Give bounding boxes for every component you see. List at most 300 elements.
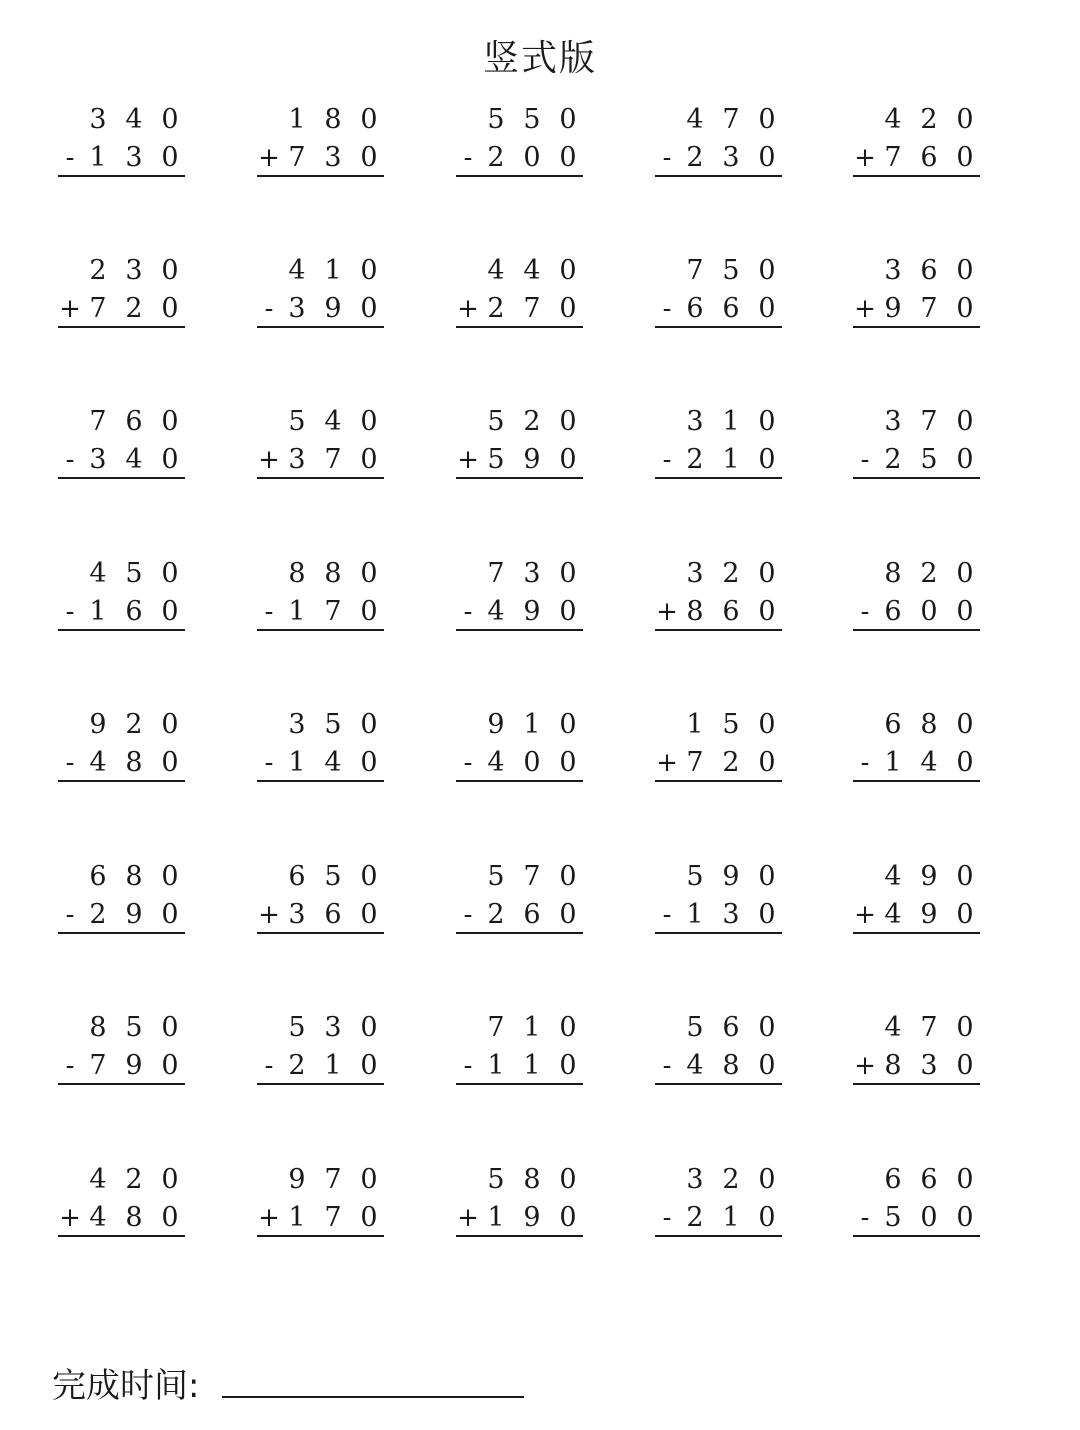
answer-line [257, 326, 384, 328]
minuend-digit: 0 [559, 861, 577, 892]
problem [257, 104, 387, 184]
addend-digit: 4 [487, 596, 505, 627]
answer-line [853, 780, 980, 782]
minuend-digit: 0 [161, 406, 179, 437]
problem [853, 406, 983, 486]
addend-digit: 4 [487, 747, 505, 778]
answer-line [853, 175, 980, 177]
minuend-digit: 0 [360, 558, 378, 589]
minuend-digit: 0 [956, 861, 974, 892]
addend-digit: 0 [161, 596, 179, 627]
addend-digit: 2 [288, 1050, 306, 1081]
addend-digit: 4 [884, 899, 902, 930]
minuend-digit: 0 [360, 104, 378, 135]
page-title: 竖式版 [482, 38, 597, 79]
addend-digit: 6 [686, 293, 704, 324]
addend-digit: 4 [89, 1202, 107, 1233]
problem [456, 406, 586, 486]
minuend-digit: 0 [161, 255, 179, 286]
answer-line [456, 629, 583, 631]
minuend-digit: 0 [956, 709, 974, 740]
addend-digit: 9 [523, 596, 541, 627]
addend-digit: 1 [884, 747, 902, 778]
minuend-digit: 0 [758, 406, 776, 437]
addend-digit: 3 [288, 444, 306, 475]
answer-line [58, 629, 185, 631]
operator-sign: - [65, 445, 75, 475]
minuend-digit: 4 [89, 558, 107, 589]
addend-digit: 0 [758, 899, 776, 930]
operator-sign: + [258, 445, 280, 475]
addend-digit: 9 [920, 899, 938, 930]
addend-digit: 5 [920, 444, 938, 475]
minuend-digit: 0 [559, 406, 577, 437]
minuend-digit: 0 [360, 1012, 378, 1043]
minuend-digit: 3 [89, 104, 107, 135]
addend-digit: 8 [722, 1050, 740, 1081]
operator-sign: + [258, 900, 280, 930]
addend-digit: 3 [288, 899, 306, 930]
addend-digit: 3 [288, 293, 306, 324]
minuend-digit: 5 [487, 1164, 505, 1195]
minuend-digit: 0 [161, 1012, 179, 1043]
operator-sign: - [65, 597, 75, 627]
addend-digit: 1 [288, 747, 306, 778]
answer-line [655, 780, 782, 782]
minuend-digit: 0 [758, 861, 776, 892]
addend-digit: 0 [956, 747, 974, 778]
minuend-digit: 1 [722, 406, 740, 437]
minuend-digit: 6 [884, 1164, 902, 1195]
operator-sign: + [457, 1203, 479, 1233]
minuend-digit: 9 [288, 1164, 306, 1195]
minuend-digit: 8 [288, 558, 306, 589]
minuend-digit: 1 [288, 104, 306, 135]
operator-sign: + [854, 1051, 876, 1081]
addend-digit: 7 [89, 293, 107, 324]
operator-sign: - [463, 748, 473, 778]
minuend-digit: 6 [722, 1012, 740, 1043]
addend-digit: 1 [523, 1050, 541, 1081]
operator-sign: - [264, 748, 274, 778]
problem [58, 709, 188, 789]
operator-sign: + [59, 294, 81, 324]
problem [853, 1164, 983, 1244]
addend-digit: 3 [89, 444, 107, 475]
problem [456, 255, 586, 335]
minuend-digit: 7 [487, 558, 505, 589]
addend-digit: 0 [920, 1202, 938, 1233]
addend-digit: 2 [686, 444, 704, 475]
minuend-digit: 5 [722, 255, 740, 286]
answer-line [257, 932, 384, 934]
addend-digit: 8 [884, 1050, 902, 1081]
operator-sign: - [264, 1051, 274, 1081]
minuend-digit: 8 [920, 709, 938, 740]
addend-digit: 4 [324, 747, 342, 778]
addend-digit: 0 [360, 1202, 378, 1233]
minuend-digit: 4 [686, 104, 704, 135]
problem [853, 255, 983, 335]
problem [58, 1012, 188, 1092]
answer-line [456, 326, 583, 328]
minuend-digit: 0 [758, 1012, 776, 1043]
minuend-digit: 7 [487, 1012, 505, 1043]
addend-digit: 0 [956, 293, 974, 324]
addend-digit: 8 [125, 747, 143, 778]
operator-sign: - [65, 900, 75, 930]
minuend-digit: 4 [884, 104, 902, 135]
minuend-digit: 0 [758, 1164, 776, 1195]
minuend-digit: 3 [288, 709, 306, 740]
minuend-digit: 5 [523, 104, 541, 135]
operator-sign: + [258, 143, 280, 173]
minuend-digit: 5 [686, 861, 704, 892]
problem [655, 255, 785, 335]
problem [456, 1164, 586, 1244]
addend-digit: 1 [487, 1050, 505, 1081]
addend-digit: 2 [686, 142, 704, 173]
operator-sign: - [65, 1051, 75, 1081]
problem [853, 558, 983, 638]
addend-digit: 0 [758, 1202, 776, 1233]
minuend-digit: 0 [161, 861, 179, 892]
addend-digit: 0 [360, 1050, 378, 1081]
minuend-digit: 0 [360, 406, 378, 437]
operator-sign: - [860, 597, 870, 627]
minuend-digit: 0 [956, 255, 974, 286]
minuend-digit: 0 [758, 709, 776, 740]
minuend-digit: 9 [487, 709, 505, 740]
minuend-digit: 0 [360, 1164, 378, 1195]
answer-line [58, 175, 185, 177]
minuend-digit: 2 [722, 558, 740, 589]
problem [456, 1012, 586, 1092]
minuend-digit: 3 [686, 1164, 704, 1195]
addend-digit: 4 [686, 1050, 704, 1081]
problem [58, 558, 188, 638]
addend-digit: 6 [920, 142, 938, 173]
addend-digit: 1 [324, 1050, 342, 1081]
addend-digit: 7 [920, 293, 938, 324]
minuend-digit: 3 [125, 255, 143, 286]
problem [456, 558, 586, 638]
addend-digit: 6 [722, 596, 740, 627]
minuend-digit: 5 [324, 709, 342, 740]
minuend-digit: 6 [920, 255, 938, 286]
addend-digit: 0 [956, 1202, 974, 1233]
addend-digit: 1 [89, 596, 107, 627]
addend-digit: 0 [956, 142, 974, 173]
addend-digit: 3 [125, 142, 143, 173]
addend-digit: 0 [559, 142, 577, 173]
answer-line [257, 175, 384, 177]
minuend-digit: 4 [884, 1012, 902, 1043]
addend-digit: 2 [686, 1202, 704, 1233]
answer-line [655, 1235, 782, 1237]
minuend-digit: 9 [722, 861, 740, 892]
answer-line [655, 175, 782, 177]
minuend-digit: 5 [487, 406, 505, 437]
operator-sign: - [264, 294, 274, 324]
minuend-digit: 3 [324, 1012, 342, 1043]
minuend-digit: 5 [288, 406, 306, 437]
addend-digit: 8 [686, 596, 704, 627]
answer-line [853, 477, 980, 479]
minuend-digit: 5 [125, 1012, 143, 1043]
addend-digit: 0 [559, 899, 577, 930]
addend-digit: 1 [722, 444, 740, 475]
answer-line [456, 477, 583, 479]
addend-digit: 1 [722, 1202, 740, 1233]
addend-digit: 0 [559, 1050, 577, 1081]
answer-line [456, 932, 583, 934]
addend-digit: 0 [360, 899, 378, 930]
answer-line [58, 1083, 185, 1085]
minuend-digit: 6 [125, 406, 143, 437]
problem [257, 709, 387, 789]
minuend-digit: 4 [884, 861, 902, 892]
minuend-digit: 1 [523, 709, 541, 740]
addend-digit: 1 [89, 142, 107, 173]
minuend-digit: 0 [559, 558, 577, 589]
minuend-digit: 0 [360, 255, 378, 286]
answer-line [257, 1235, 384, 1237]
addend-digit: 1 [288, 596, 306, 627]
minuend-digit: 7 [523, 861, 541, 892]
operator-sign: - [860, 748, 870, 778]
addend-digit: 0 [758, 142, 776, 173]
minuend-digit: 0 [559, 709, 577, 740]
answer-line [58, 477, 185, 479]
addend-digit: 0 [161, 444, 179, 475]
problem [257, 406, 387, 486]
addend-digit: 0 [360, 293, 378, 324]
problem [655, 1012, 785, 1092]
minuend-digit: 9 [920, 861, 938, 892]
addend-digit: 1 [288, 1202, 306, 1233]
minuend-digit: 5 [288, 1012, 306, 1043]
minuend-digit: 4 [487, 255, 505, 286]
operator-sign: - [463, 900, 473, 930]
answer-line [257, 477, 384, 479]
minuend-digit: 0 [956, 104, 974, 135]
addend-digit: 2 [487, 899, 505, 930]
minuend-digit: 7 [920, 406, 938, 437]
addend-digit: 9 [523, 1202, 541, 1233]
addend-digit: 9 [324, 293, 342, 324]
addend-digit: 2 [487, 293, 505, 324]
minuend-digit: 7 [324, 1164, 342, 1195]
problem [456, 709, 586, 789]
minuend-digit: 0 [956, 1012, 974, 1043]
answer-line [456, 1083, 583, 1085]
addend-digit: 2 [487, 142, 505, 173]
addend-digit: 0 [161, 1050, 179, 1081]
completion-time-label: 完成时间: [52, 1366, 200, 1406]
addend-digit: 0 [161, 747, 179, 778]
addend-digit: 4 [89, 747, 107, 778]
answer-line [58, 1235, 185, 1237]
addend-digit: 0 [758, 293, 776, 324]
minuend-digit: 9 [89, 709, 107, 740]
answer-line [58, 780, 185, 782]
problem [655, 861, 785, 941]
addend-digit: 6 [722, 293, 740, 324]
problem [853, 709, 983, 789]
minuend-digit: 3 [523, 558, 541, 589]
minuend-digit: 8 [523, 1164, 541, 1195]
problem [58, 861, 188, 941]
addend-digit: 7 [324, 1202, 342, 1233]
minuend-digit: 4 [288, 255, 306, 286]
minuend-digit: 5 [324, 861, 342, 892]
minuend-digit: 4 [324, 406, 342, 437]
minuend-digit: 4 [125, 104, 143, 135]
addend-digit: 0 [559, 293, 577, 324]
addend-digit: 6 [884, 596, 902, 627]
minuend-digit: 1 [523, 1012, 541, 1043]
minuend-digit: 4 [523, 255, 541, 286]
addend-digit: 2 [884, 444, 902, 475]
addend-digit: 0 [559, 1202, 577, 1233]
minuend-digit: 0 [559, 255, 577, 286]
addend-digit: 3 [722, 899, 740, 930]
operator-sign: - [463, 143, 473, 173]
minuend-digit: 5 [125, 558, 143, 589]
operator-sign: + [656, 597, 678, 627]
addend-digit: 9 [125, 1050, 143, 1081]
addend-digit: 0 [758, 747, 776, 778]
problem [58, 1164, 188, 1244]
minuend-digit: 3 [686, 406, 704, 437]
addend-digit: 7 [89, 1050, 107, 1081]
completion-time-blank[interactable] [222, 1396, 524, 1398]
addend-digit: 1 [487, 1202, 505, 1233]
minuend-digit: 2 [125, 709, 143, 740]
minuend-digit: 3 [686, 558, 704, 589]
answer-line [655, 932, 782, 934]
operator-sign: - [662, 1203, 672, 1233]
minuend-digit: 2 [125, 1164, 143, 1195]
addend-digit: 9 [125, 899, 143, 930]
minuend-digit: 0 [956, 406, 974, 437]
addend-digit: 7 [288, 142, 306, 173]
addend-digit: 1 [686, 899, 704, 930]
addend-digit: 0 [360, 747, 378, 778]
problem [456, 104, 586, 184]
answer-line [655, 629, 782, 631]
addend-digit: 8 [125, 1202, 143, 1233]
operator-sign: + [457, 445, 479, 475]
addend-digit: 7 [324, 596, 342, 627]
answer-line [853, 629, 980, 631]
operator-sign: - [860, 1203, 870, 1233]
minuend-digit: 0 [559, 1164, 577, 1195]
minuend-digit: 7 [89, 406, 107, 437]
addend-digit: 0 [161, 293, 179, 324]
addend-digit: 9 [884, 293, 902, 324]
problem [257, 861, 387, 941]
operator-sign: - [662, 445, 672, 475]
answer-line [456, 780, 583, 782]
minuend-digit: 0 [956, 558, 974, 589]
answer-line [257, 780, 384, 782]
addend-digit: 0 [559, 444, 577, 475]
minuend-digit: 0 [559, 104, 577, 135]
addend-digit: 2 [89, 899, 107, 930]
answer-line [58, 932, 185, 934]
minuend-digit: 0 [758, 104, 776, 135]
minuend-digit: 5 [487, 861, 505, 892]
operator-sign: + [457, 294, 479, 324]
problem [58, 104, 188, 184]
problem [58, 406, 188, 486]
answer-line [853, 326, 980, 328]
problem [257, 255, 387, 335]
operator-sign: + [656, 748, 678, 778]
addend-digit: 0 [758, 444, 776, 475]
problem [853, 104, 983, 184]
minuend-digit: 1 [686, 709, 704, 740]
addend-digit: 6 [125, 596, 143, 627]
minuend-digit: 7 [920, 1012, 938, 1043]
minuend-digit: 0 [360, 709, 378, 740]
answer-line [853, 932, 980, 934]
addend-digit: 0 [920, 596, 938, 627]
operator-sign: + [854, 900, 876, 930]
problem [655, 709, 785, 789]
addend-digit: 9 [523, 444, 541, 475]
minuend-digit: 2 [920, 558, 938, 589]
minuend-digit: 8 [324, 558, 342, 589]
minuend-digit: 8 [884, 558, 902, 589]
minuend-digit: 0 [161, 558, 179, 589]
answer-line [456, 1235, 583, 1237]
minuend-digit: 7 [686, 255, 704, 286]
operator-sign: + [59, 1203, 81, 1233]
addend-digit: 0 [161, 1202, 179, 1233]
minuend-digit: 5 [722, 709, 740, 740]
operator-sign: + [854, 294, 876, 324]
addend-digit: 0 [956, 1050, 974, 1081]
problem [257, 1012, 387, 1092]
problem [257, 1164, 387, 1244]
minuend-digit: 0 [161, 1164, 179, 1195]
problem [655, 104, 785, 184]
operator-sign: - [662, 143, 672, 173]
addend-digit: 6 [523, 899, 541, 930]
operator-sign: - [860, 445, 870, 475]
addend-digit: 3 [920, 1050, 938, 1081]
operator-sign: - [463, 1051, 473, 1081]
problem [257, 558, 387, 638]
minuend-digit: 6 [288, 861, 306, 892]
minuend-digit: 2 [920, 104, 938, 135]
addend-digit: 5 [487, 444, 505, 475]
minuend-digit: 1 [324, 255, 342, 286]
minuend-digit: 2 [523, 406, 541, 437]
operator-sign: - [662, 900, 672, 930]
addend-digit: 3 [722, 142, 740, 173]
addend-digit: 0 [956, 899, 974, 930]
minuend-digit: 5 [487, 104, 505, 135]
answer-line [257, 629, 384, 631]
addend-digit: 6 [324, 899, 342, 930]
minuend-digit: 0 [758, 558, 776, 589]
addend-digit: 5 [884, 1202, 902, 1233]
addend-digit: 7 [686, 747, 704, 778]
